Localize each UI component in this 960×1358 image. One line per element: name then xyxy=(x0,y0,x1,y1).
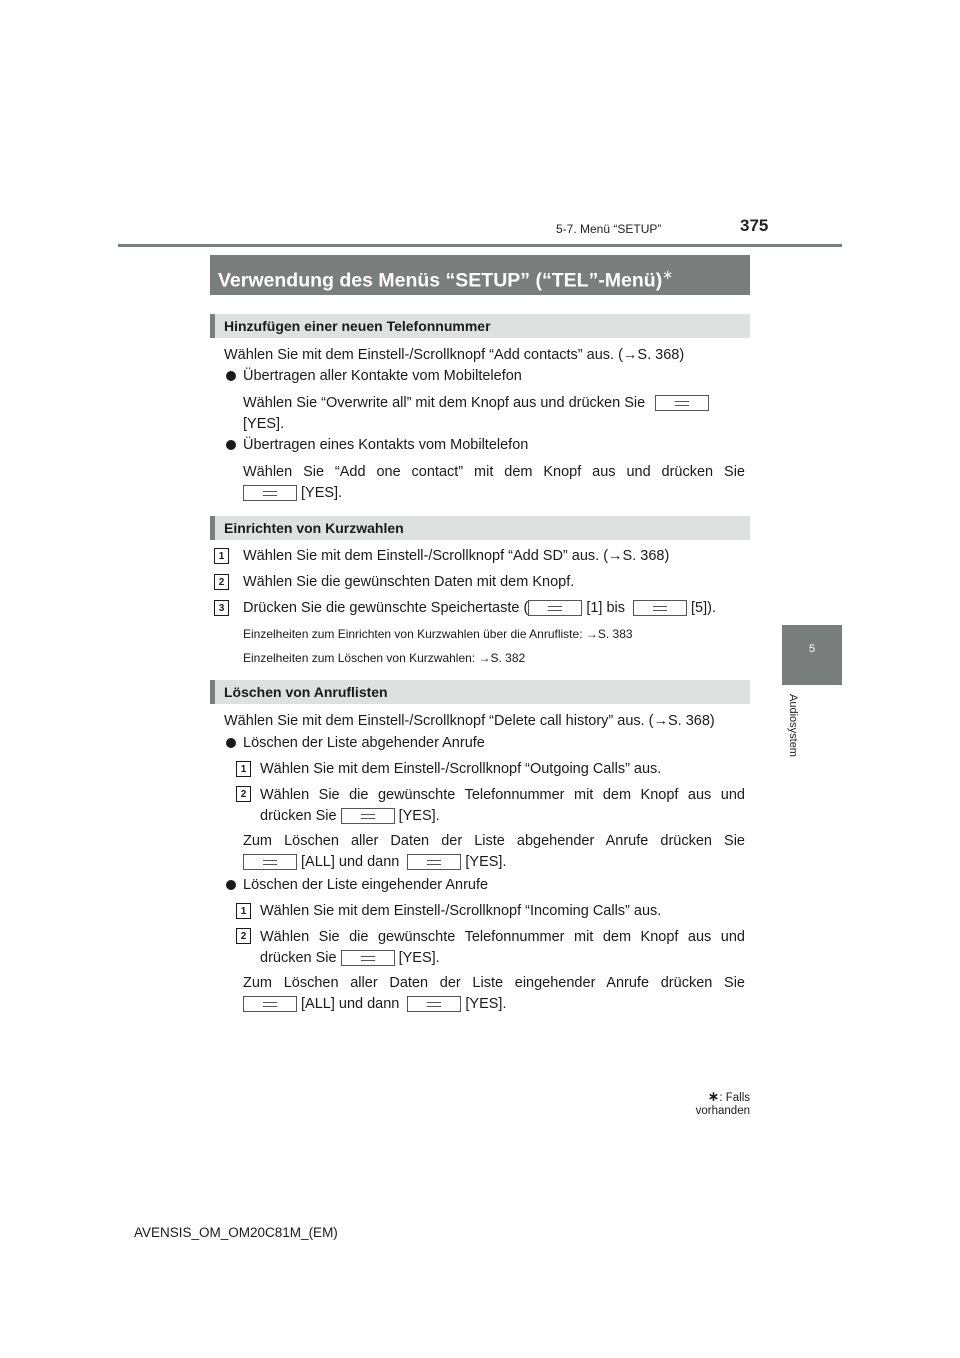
add-one-line1: Wählen Sie “Add one contact” mit dem Knopf aus und drücken Sie xyxy=(243,464,745,480)
title-footnote-marker: ∗ xyxy=(662,267,674,282)
outgoing-step2-line2 xyxy=(260,806,440,826)
button-icon xyxy=(633,600,687,616)
page-title-text: Verwendung des Menüs “SETUP” (“TEL”-Menü) xyxy=(218,269,663,292)
button-icon xyxy=(655,395,709,411)
add-number-intro: Wählen Sie mit dem Einstell-/Scrollknopf “Add contacts” aus. (→S. 368) xyxy=(224,347,685,363)
bullet-marker xyxy=(226,880,236,890)
incoming-all-mid: [ALL] und dann xyxy=(301,996,400,1012)
bullet-marker xyxy=(226,371,236,381)
add-all-line2: [YES]. xyxy=(243,416,285,432)
incoming-press: drücken Sie xyxy=(260,950,337,966)
incoming-step1: Wählen Sie mit dem Einstell-/Scrollknopf “Incoming Calls” aus. xyxy=(260,903,662,919)
outgoing-step2-line1: Wählen Sie die gewünschte Telefonnummer mit dem Knopf aus und xyxy=(260,787,745,803)
speed-dial-step2: Wählen Sie die gewünschten Daten mit dem Knopf. xyxy=(243,574,575,590)
button-icon xyxy=(243,485,297,501)
step-number: 2 xyxy=(236,928,251,944)
incoming-yes: [YES]. xyxy=(398,950,440,966)
incoming-step2-line2 xyxy=(260,948,440,968)
outgoing-yes: [YES]. xyxy=(398,808,440,824)
speed-dial-note1: Einzelheiten zum Einrichten von Kurzwahlen über die Anrufliste: →S. 383 xyxy=(243,627,633,641)
incoming-step2-line1: Wählen Sie die gewünschte Telefonnummer mit dem Knopf aus und xyxy=(260,929,745,945)
step-number: 1 xyxy=(214,548,229,564)
step-number: 2 xyxy=(214,574,229,590)
document-code: AVENSIS_OM_OM20C81M_(EM) xyxy=(134,1225,338,1240)
button-icon xyxy=(407,854,461,870)
outgoing-all-post: [YES]. xyxy=(465,854,507,870)
speed-dial-step3 xyxy=(243,598,716,618)
page-title xyxy=(210,255,750,295)
add-all-text: Wählen Sie “Overwrite all” mit dem Knopf aus und drücken Sie xyxy=(243,395,646,411)
add-all-line xyxy=(243,393,745,413)
delete-history-intro: Wählen Sie mit dem Einstell-/Scrollknopf “Delete call history” aus. (→S. 368) xyxy=(224,713,715,729)
speed-dial-note2: Einzelheiten zum Löschen von Kurzwahlen: →S. 382 xyxy=(243,651,526,665)
step-number: 2 xyxy=(236,786,251,802)
outgoing-title: Löschen der Liste abgehender Anrufe xyxy=(243,735,485,751)
incoming-all-line2 xyxy=(243,994,506,1014)
chapter-label-text: Audiosystem xyxy=(787,694,799,757)
add-one-yes: [YES]. xyxy=(301,485,343,501)
button-icon xyxy=(341,950,395,966)
page-number: 375 xyxy=(740,216,769,235)
button-icon xyxy=(528,600,582,616)
section-heading-add-number: Hinzufügen einer neuen Telefonnummer xyxy=(210,314,750,338)
step-number: 1 xyxy=(236,761,251,777)
section-heading-delete-history: Löschen von Anruflisten xyxy=(210,680,750,704)
chapter-label xyxy=(779,694,813,814)
bullet-marker xyxy=(226,440,236,450)
header-rule xyxy=(118,244,842,247)
step-number: 1 xyxy=(236,903,251,919)
footnote xyxy=(660,1088,750,1117)
incoming-all-line1: Zum Löschen aller Daten der Liste eingehender Anrufe drücken Sie xyxy=(243,975,745,991)
outgoing-step1: Wählen Sie mit dem Einstell-/Scrollknopf “Outgoing Calls” aus. xyxy=(260,761,662,777)
bullet-marker xyxy=(226,738,236,748)
outgoing-all-mid: [ALL] und dann xyxy=(301,854,400,870)
footnote-marker: ∗ xyxy=(707,1088,720,1104)
button-icon xyxy=(243,854,297,870)
section-heading-speed-dial: Einrichten von Kurzwahlen xyxy=(210,516,750,540)
add-one-title: Übertragen eines Kontakts vom Mobiltelefon xyxy=(243,437,529,453)
speed-dial-step3-mid: [1] bis xyxy=(586,600,626,616)
button-icon xyxy=(407,996,461,1012)
incoming-all-post: [YES]. xyxy=(465,996,507,1012)
step-number: 3 xyxy=(214,600,229,616)
outgoing-all-line2 xyxy=(243,852,506,872)
button-icon xyxy=(243,996,297,1012)
footnote-text: : Falls vorhanden xyxy=(695,1092,750,1117)
outgoing-all-line1: Zum Löschen aller Daten der Liste abgehender Anrufe drücken Sie xyxy=(243,833,745,849)
add-all-title: Übertragen aller Kontakte vom Mobiltelefon xyxy=(243,368,522,384)
speed-dial-step1: Wählen Sie mit dem Einstell-/Scrollknopf “Add SD” aus. (→S. 368) xyxy=(243,548,670,564)
incoming-title: Löschen der Liste eingehender Anrufe xyxy=(243,877,489,893)
speed-dial-step3-pre: Drücken Sie die gewünschte Speichertaste ( xyxy=(243,600,529,616)
chapter-tab: 5 xyxy=(782,625,842,685)
outgoing-press: drücken Sie xyxy=(260,808,337,824)
speed-dial-step3-post: [5]). xyxy=(691,600,716,616)
section-header: 5-7. Menü “SETUP” xyxy=(556,222,662,236)
button-icon xyxy=(341,808,395,824)
add-one-line2 xyxy=(243,483,342,503)
